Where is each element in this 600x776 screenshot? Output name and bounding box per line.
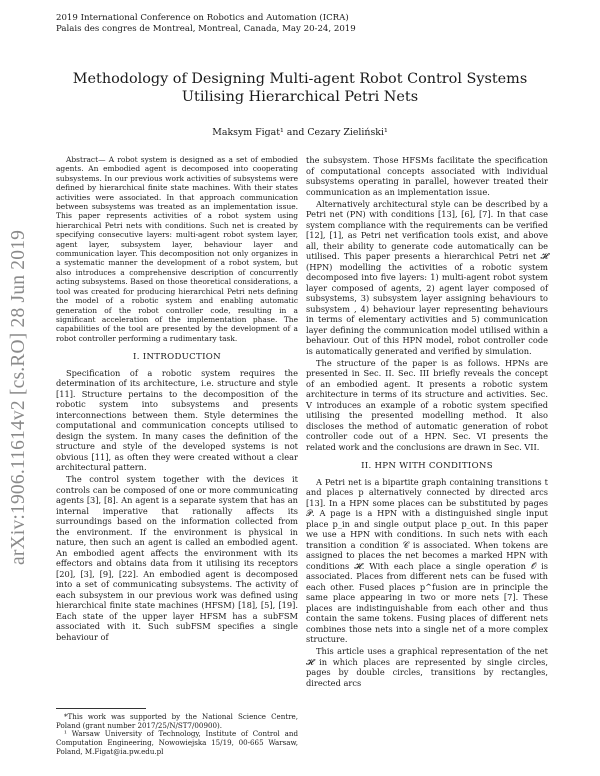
conference-header xyxy=(56,13,356,35)
section-heading-hpn: II. HPN WITH CONDITIONS xyxy=(361,461,493,471)
paragraph: Specification of a robotic system requires the determination of its architecture, i.e. structure and style [11]. Structure pertains to the decomposition of the robotic system into subsystems and presents interconnections between them. Style determines the computational and communication concepts utilised to design the system. In many cases the definition of the structure and style of the developed systems is not obvious [11], as often they were created without a clear architectural pattern. xyxy=(56,367,298,473)
paragraph: The structure of the paper is as follows. HPNs are presented in Sec. II. Sec. III briefly reveals the concept of an embodied agent. It presents a robotic system architecture in terms of its structure and activities. Sec. V introduces an example of a robotic system specified utilising the presented modelling method. It also discloses the method of automatic generation of robot controller code out of a HPN. Sec. VI presents the related work and the conclusions are drawn in Sec. VII. xyxy=(306,357,548,452)
paper-title: Methodology of Designing Multi-agent Robot Control Systems Utilising Hierarchical Petri Nets xyxy=(72,71,528,105)
arxiv-stamp[interactable]: arXiv:1906.11614v2 [cs.RO] 28 Jun 2019 xyxy=(8,229,29,565)
paragraph: Alternatively architectural style can be described by a Petri net (PN) with conditions [13], [6], [7]. In that case system compliance with the requirements can be verified [12], [1], as Petri net verification tools exist, and above all, their ability to generate code automatically can be utilised. This paper presents a hierarchical Petri net 𝓗 (HPN) modelling the activities of a robotic system decomposed into five layers: 1) multi-agent robot system layer composed of agents, 2) agent layer composed of subsystems, 3) subsystem layer assigning behaviours to subsystem , 4) behaviour layer representing behaviours in terms of elementary activities and 5) communication layer defining the communication model utilised within a behaviour. Out of this HPN model, robot controller code is automatically generated and verified by simulation. xyxy=(306,198,548,356)
footnote-divider xyxy=(56,708,146,709)
paragraph: This article uses a graphical representation of the net 𝓗 in which places are represented by single circles, pages by double circles, transitions by rectangles, directed arcs xyxy=(306,646,548,688)
abstract xyxy=(56,155,298,343)
right-column xyxy=(306,155,548,690)
left-column xyxy=(56,155,298,644)
footnote-funding: *This work was supported by the National Science Centre, Poland (grant number 2017/25/N/ST7/00900). xyxy=(56,712,298,730)
section-heading-introduction: I. INTRODUCTION xyxy=(133,352,221,363)
abstract-text: Abstract— A robot system is designed as a set of embodied agents. An embodied agent is decomposed into cooperating subsystems. In our previous work activities of subsystems were defined by hierarchical finite state machines. With their states activities were associated. In that approach communication between subsystems was treated as an implementation issue. This paper represents activities of a robot system using hierarchical Petri nets with conditions. Such net is created by specifying consecutive layers: multi-agent robot system layer, agent layer, subsystem layer, behaviour layer and communication layer. This decomposition not only organizes in a systematic manner the development of a robot system, but also introduces a comprehensive description of concurrently acting subsystems. Based on those theoretical considerations, a tool was created for producing hierarchical Petri nets defining the model of a robotic system and enabling automatic generation of the robot controller code, resulting in a significant acceleration of the implementation phase. The capabilities of the tool are presented by the development of a robot controller performing a rudimentary task. xyxy=(56,155,298,343)
paragraph: the subsystem. Those HFSMs facilitate the specification of computational concepts associated with individual subsystems operating in parallel, however treated their communication as an implementation issue. xyxy=(306,155,548,197)
conference-line-2: Palais des congres de Montreal, Montreal, Canada, May 20-24, 2019 xyxy=(56,24,356,34)
footnotes xyxy=(56,708,298,757)
paper-authors: Maksym Figat¹ and Cezary Zieliński¹ xyxy=(212,127,388,138)
paragraph: The control system together with the devices it controls can be composed of one or more communicating agents [3], [8]. An agent is a separate system that has an internal imperative that rationally affects its surroundings based on the information collected from the environment. If the environment is physical in nature, then such an agent is called an embodied agent. An embodied agent affects the environment with its effectors and obtains data from it utilising its receptors [20], [3], [9], [22]. An embodied agent is decomposed into a set of communicating subsystems. The activity of each subsystem in our previous work was defined using hierarchical finite state machines (HFSM) [18], [5], [19]. Each state of the upper layer HFSM has a subFSM associated with it. Such subFSM specifies a single behaviour of xyxy=(56,474,298,642)
conference-line-1: 2019 International Conference on Robotics and Automation (ICRA) xyxy=(56,13,349,23)
paragraph: A Petri net is a bipartite graph containing transitions t and places p alternatively connected by directed arcs [13]. In a HPN some places can be substituted by pages 𝒫. A page is a HPN with a distinguished single input place p_in and single output place p_out. In this paper we use a HPN with conditions. In such nets with each transition a condition 𝒞 is associated. When tokens are assigned to places the net becomes a marked HPN with conditions 𝓗. With each place a single operation 𝒪 is associated. Places from different nets can be fused with each other. Fused places p^fusion are in principle the same place appearing in two or more nets [7]. These places are indistinguishable from each other and thus contain the same tokens. Fusing places of different nets combines those nets into a single net of a more complex structure. xyxy=(306,476,548,644)
footnote-affiliation: ¹ Warsaw University of Technology, Institute of Control and Computation Engineering, Nowowiejska 15/19, 00-665 Warsaw, Poland, M.Figat@ia.pw.edu.pl xyxy=(56,729,298,756)
